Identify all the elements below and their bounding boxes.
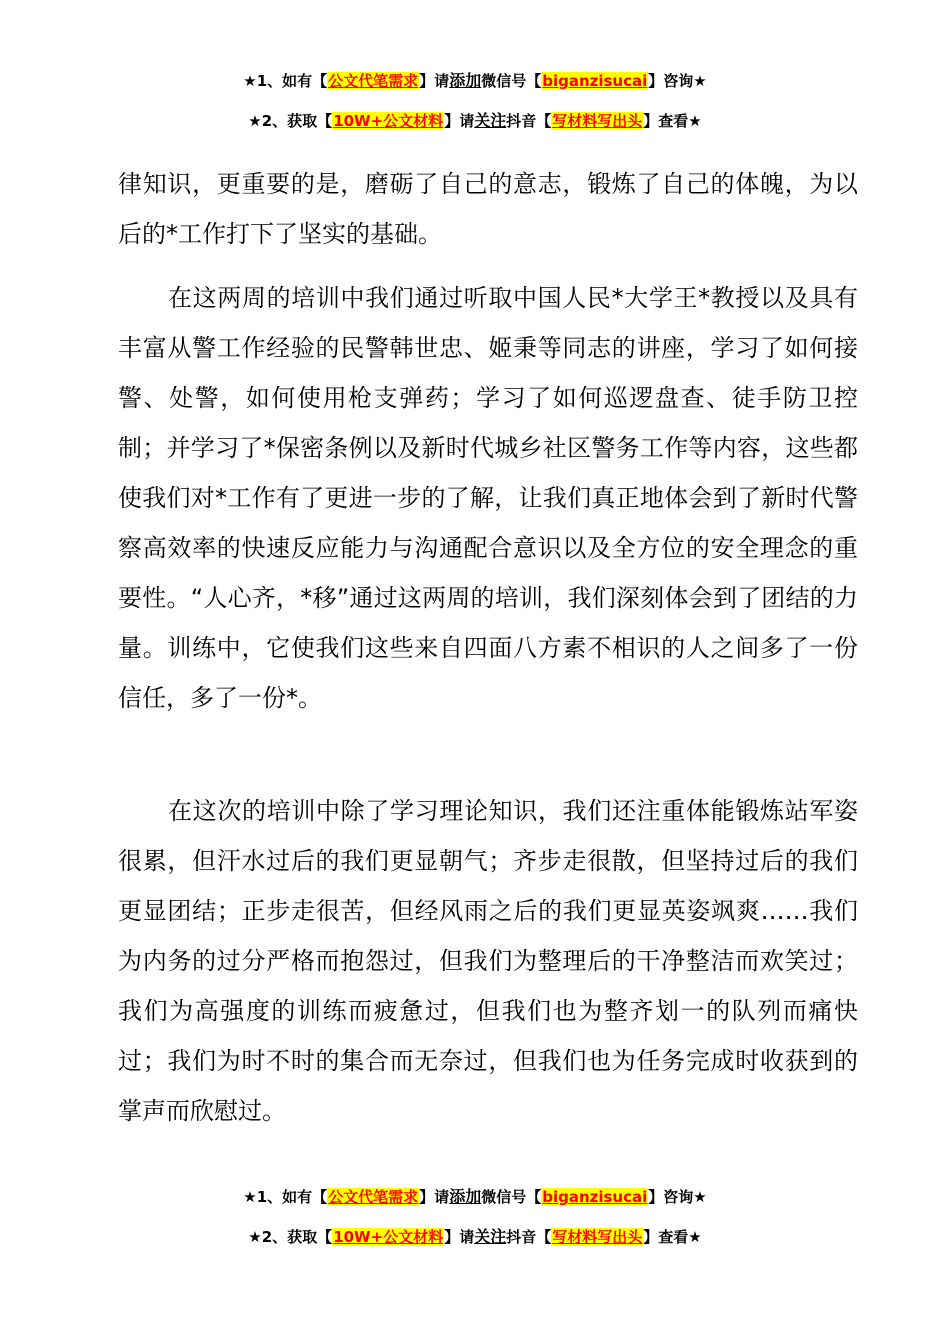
highlight-service: 公文代笔需求 (328, 1188, 419, 1206)
paragraph-physical-training: 在这次的培训中除了学习理论知识，我们还注重体能锻炼站军姿很累，但汗水过后的我们更显朝气；齐步走很散，但坚持过后的我们更显团结；正步走很苦，但经风雨之后的我们更显英姿飒爽……我们为内务的过分严格而抱怨过，但我们为整理后的干净整洁而欢笑过；我们为高强度的训练而疲惫过，但我们也为整齐划一的队列而痛快过；我们为时不时的集合而无奈过，但我们也为任务完成时收获到的掌声而欣慰过。 (118, 797, 858, 1125)
highlight-douyin-account: 写材料写出头 (552, 112, 643, 130)
paragraph-training-content: 在这两周的培训中我们通过听取中国人民*大学王*教授以及具有丰富从警工作经验的民警韩世忠、姬秉等同志的讲座，学习了如何接警、处警，如何使用枪支弹药；学习了如何巡逻盘查、徒手防卫控制；并学习了*保密条例以及新时代城乡社区警务工作等内容，这些都使我们对*工作有了更进一步的了解，让我们真正地体会到了新时代警察高效率的快速反应能力与沟通配合意识以及全方位的安全理念的重要性。“人心齐，*移”通过这两周的培训，我们深刻体会到了团结的力量。训练中，它使我们这些来自四面八方素不相识的人之间多了一份信任，多了一份*。 (118, 284, 858, 712)
footer-notice-line-1 (0, 1187, 950, 1207)
notice-text: ★1、如有【 (243, 1188, 328, 1206)
notice-text: 微信号【 (481, 72, 542, 90)
notice-text: ★2、获取【 (248, 112, 333, 130)
highlight-wechat-id: biganzisucai (542, 72, 648, 90)
header-notice-line-2 (0, 111, 950, 131)
footer-notice-line-2 (0, 1227, 950, 1247)
notice-text: 】请 (419, 1188, 450, 1206)
highlight-materials: 10W+公文材料 (333, 112, 444, 130)
paragraph-continued: 律知识，更重要的是，磨砺了自己的意志，锻炼了自己的体魄，为以后的*工作打下了坚实的基础。 (118, 170, 858, 248)
highlight-materials: 10W+公文材料 (333, 1228, 444, 1246)
emphasis-add: 添加 (449, 71, 482, 90)
header-notice-line-1 (0, 71, 950, 91)
notice-text: 】咨询★ (648, 1188, 707, 1206)
highlight-service: 公文代笔需求 (328, 72, 419, 90)
notice-text: 】请 (444, 112, 475, 130)
notice-text: 】查看★ (643, 1228, 702, 1246)
notice-text: 】请 (444, 1228, 475, 1246)
notice-text: 】查看★ (643, 112, 702, 130)
highlight-wechat-id: biganzisucai (542, 1188, 648, 1206)
emphasis-follow: 关注 (474, 1227, 507, 1246)
notice-text: 】咨询★ (648, 72, 707, 90)
notice-text: ★1、如有【 (243, 72, 328, 90)
emphasis-add: 添加 (449, 1187, 482, 1206)
notice-text: 抖音【 (506, 112, 552, 130)
notice-text: 微信号【 (481, 1188, 542, 1206)
highlight-douyin-account: 写材料写出头 (552, 1228, 643, 1246)
notice-text: 】请 (419, 72, 450, 90)
notice-text: ★2、获取【 (248, 1228, 333, 1246)
emphasis-follow: 关注 (474, 111, 507, 130)
notice-text: 抖音【 (506, 1228, 552, 1246)
